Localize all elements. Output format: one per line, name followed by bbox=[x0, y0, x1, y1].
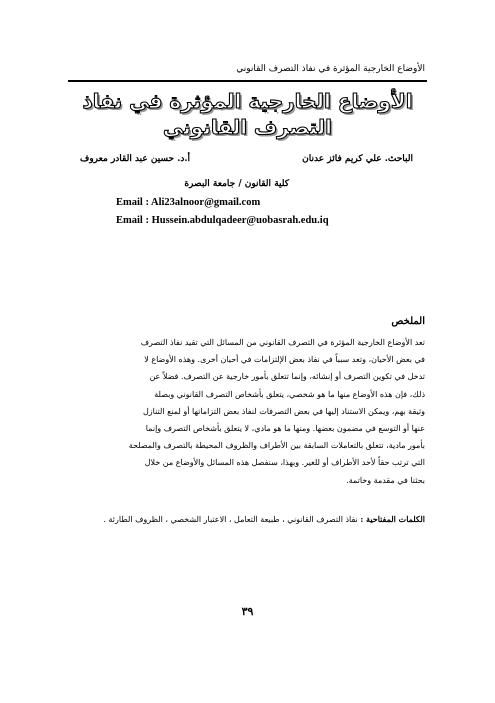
email-2: Email : Hussein.abdulqadeer@uobasrah.edu.iq bbox=[116, 215, 329, 226]
abstract-line: تعد الأوضاع الخارجية المؤثرة في التصرف القانوني من المسائل التي تقيد نفاذ التصرف bbox=[140, 338, 425, 347]
author-1: الباحث. علي كريم فائز عدنان bbox=[302, 154, 413, 164]
abstract-line: ذلك، فإن هذه الأوضاع منها ما هو شخصي، يتعلق بأشخاص التصرف القانوني وبصلة bbox=[154, 389, 425, 399]
paper-title-line-1: الأوضاع الخارجية المؤثرة في نفاذ bbox=[82, 89, 413, 113]
running-header: الأوضاع الخارجية المؤثرة في نفاذ التصرف القانوني bbox=[236, 64, 425, 74]
abstract-line: التي ترتب حقاً لأحد الأطراف أو للغير. وبهذا، سنفصل هذه المسائل والأوضاع من خلال bbox=[144, 458, 425, 468]
abstract-line: وثيقة بهم، ويمكن الاستناد إليها في بعض التصرفات لنفاذ بعض التزاماتها أو لمنع التنازل bbox=[142, 406, 425, 416]
abstract-line: عنها أو التوسع في مضمون بعضها. ومنها ما هو مادي، لا يتعلق بأشخاص التصرف وإنما bbox=[145, 424, 425, 434]
abstract-line: بحثنا في مقدمة وخاتمة. bbox=[346, 475, 425, 485]
abstract-body bbox=[69, 334, 425, 489]
keywords-text: نفاذ التصرف القانوني ، طبيعة التعامل ، الاعتبار الشخصي ، الظروف الطارئة . bbox=[103, 515, 361, 524]
affiliation: كلية القانون / جامعة البصرة bbox=[184, 179, 289, 189]
abstract-line: تدخل في تكوين التصرف أو إنشائه، وإنما تتعلق بأمور خارجية عن التصرف. فضلاً عن bbox=[149, 372, 425, 382]
authors bbox=[80, 154, 413, 164]
keywords-label: الكلمات المفتاحية : bbox=[360, 514, 425, 524]
email-1: Email : Ali23alnoor@gmail.com bbox=[116, 197, 261, 208]
paper-title-line-2: التصرف القانوني bbox=[163, 115, 332, 139]
header-rule bbox=[68, 80, 427, 82]
keywords bbox=[69, 511, 425, 528]
abstract-heading: الملخص bbox=[391, 316, 425, 327]
abstract-line: بأمور مادية، تتعلق بالتعاملات السابقة بين الأطراف والظروف المحيطة بالتصرف والمصلحة bbox=[128, 441, 425, 451]
author-2: أ.د. حسين عبد القادر معروف bbox=[80, 154, 190, 164]
paper-title bbox=[60, 88, 435, 140]
abstract-line: في بعض الأحيان، وتعد سبباً في نفاذ بعض الإلتزامات في أحيان أخرى. وهذه الأوضاع لا bbox=[144, 355, 425, 365]
page-number: ٣٩ bbox=[241, 605, 254, 618]
